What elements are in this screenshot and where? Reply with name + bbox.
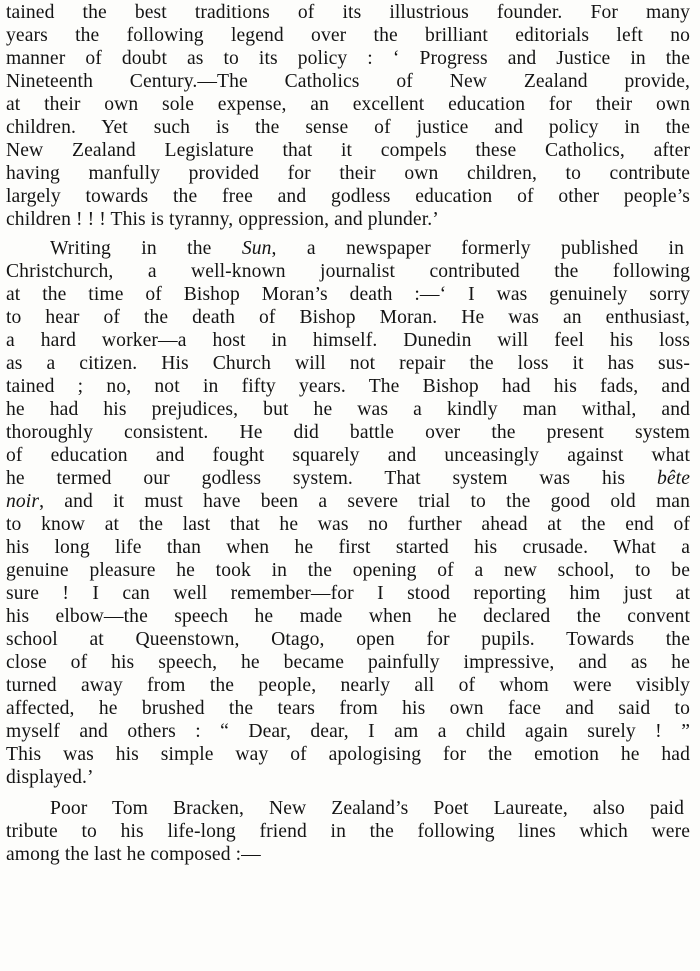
text-line: affected, he brushed the tears from his own face and said to <box>6 698 690 719</box>
text-line: years the following legend over the brilliant editorials left no <box>6 25 690 46</box>
text-line: his elbow—the speech he made when he declared the convent <box>6 606 690 627</box>
text-line: at the time of Bishop Moran’s death :—‘ I was genuinely sorry <box>6 284 690 305</box>
text-line: turned away from the people, nearly all of whom were visibly <box>6 675 690 696</box>
text-line-noir: noir, and it must have been a severe trial to the good old man <box>6 491 690 512</box>
text-line: Nineteenth Century.—The Catholics of New Zealand provide, <box>6 71 690 92</box>
text-line: Poor Tom Bracken, New Zealand’s Poet Laureate, also paid <box>50 798 684 819</box>
text-line: to hear of the death of Bishop Moran. He was an enthusiast, <box>6 307 690 328</box>
text-line: genuine pleasure he took in the opening of a new school, to be <box>6 560 690 581</box>
text-line: displayed.’ <box>6 767 94 788</box>
text-line: This was his simple way of apologising for the emotion he had <box>6 744 690 765</box>
text-line: children ! ! ! This is tyranny, oppression, and plunder.’ <box>6 209 439 230</box>
text-line-bete: he termed our godless system. That system was his bête <box>6 468 690 489</box>
text-line: tained ; no, not in fifty years. The Bishop had his fads, and <box>6 376 690 397</box>
text-line: sure ! I can well remember—for I stood reporting him just at <box>6 583 690 604</box>
text-line: having manfully provided for their own children, to contribute <box>6 163 690 184</box>
text-line: manner of doubt as to its policy : ‘ Progress and Justice in the <box>6 48 690 69</box>
text-line: thoroughly consistent. He did battle over the present system <box>6 422 690 443</box>
text-line: Christchurch, a well-known journalist contributed the following <box>6 261 690 282</box>
text-line: he had his prejudices, but he was a kindly man withal, and <box>6 399 690 420</box>
text-line-sun-text: Writing in the Sun, a newspaper formerly published in <box>50 238 684 259</box>
text-line: as a citizen. His Church will not repair the loss it has sus- <box>6 353 690 374</box>
text-line: school at Queenstown, Otago, open for pupils. Towards the <box>6 629 690 650</box>
italic-word: bête <box>656 468 690 489</box>
text-line: New Zealand Legislature that it compels these Catholics, after <box>6 140 690 161</box>
italic-word: Sun <box>241 238 272 259</box>
text-line: myself and others : “ Dear, dear, I am a child again surely ! ” <box>6 721 690 742</box>
text-line: his long life than when he first started his crusade. What a <box>6 537 690 558</box>
text-line: largely towards the free and godless education of other people’s <box>6 186 690 207</box>
text-line: of education and fought squarely and unceasingly against what <box>6 445 690 466</box>
text-line: among the last he composed :— <box>6 844 261 865</box>
text-line: at their own sole expense, an excellent education for their own <box>6 94 690 115</box>
text-line: children. Yet such is the sense of justice and policy in the <box>6 117 690 138</box>
text-line: tained the best traditions of its illustrious founder. For many <box>6 2 690 23</box>
text-line: tribute to his life-long friend in the following lines which were <box>6 821 690 842</box>
text-line: to know at the last that he was no further ahead at the end of <box>6 514 690 535</box>
text-line: a hard worker—a host in himself. Dunedin will feel his loss <box>6 330 690 351</box>
italic-word: noir <box>6 491 40 512</box>
text-line: close of his speech, he became painfully impressive, and as he <box>6 652 690 673</box>
text-line-sun <box>50 238 684 260</box>
